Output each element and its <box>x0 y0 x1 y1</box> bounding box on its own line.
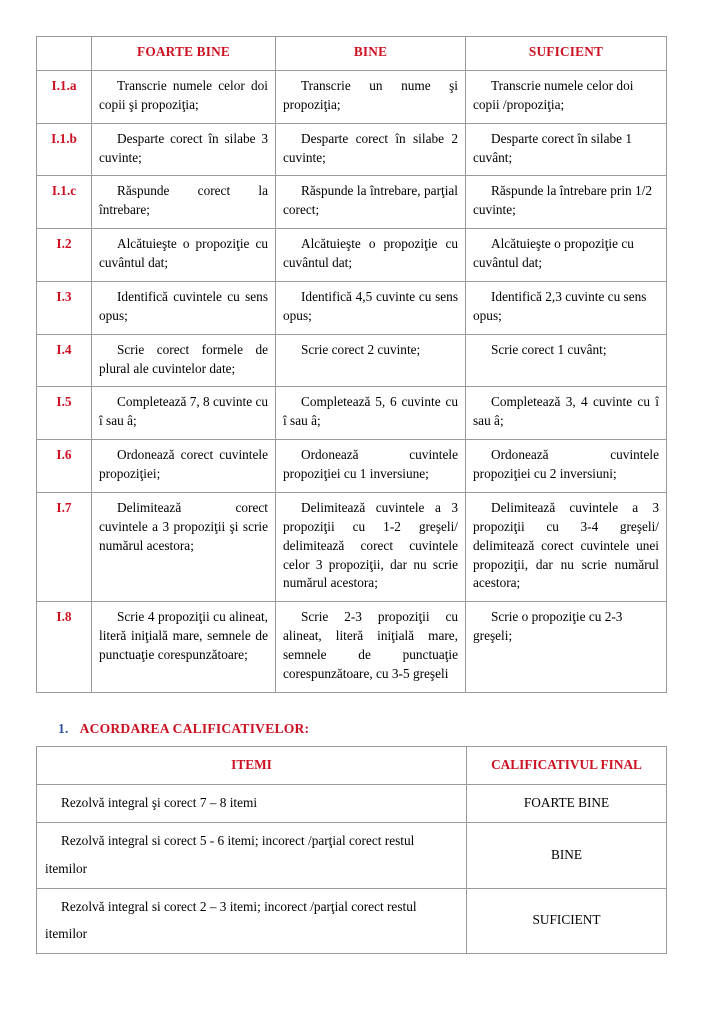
criteria-code: I.1.c <box>37 176 92 229</box>
criteria-desc-suficient: Alcătuieşte o propoziţie cu cuvântul dat; <box>466 229 667 282</box>
table-row <box>37 123 667 176</box>
criteria-desc-bine: Ordonează cuvintele propoziţiei cu 1 inversiune; <box>276 440 466 493</box>
criteria-code: I.4 <box>37 334 92 387</box>
criteria-desc-foarte-bine: Alcătuieşte o propoziţie cu cuvântul dat; <box>92 229 276 282</box>
criteria-desc-suficient: Desparte corect în silabe 1 cuvânt; <box>466 123 667 176</box>
criteria-desc-bine: Completează 5, 6 cuvinte cu î sau â; <box>276 387 466 440</box>
criteria-header-bine: BINE <box>276 37 466 71</box>
criteria-desc-bine: Alcătuieşte o propoziţie cu cuvântul dat; <box>276 229 466 282</box>
qualificative-header-itemi: ITEMI <box>37 746 467 784</box>
criteria-code: I.8 <box>37 602 92 693</box>
criteria-desc-bine: Desparte corect în silabe 2 cuvinte; <box>276 123 466 176</box>
criteria-header-suficient: SUFICIENT <box>466 37 667 71</box>
criteria-header-foarte-bine: FOARTE BINE <box>92 37 276 71</box>
criteria-desc-suficient: Completează 3, 4 cuvinte cu î sau â; <box>466 387 667 440</box>
criteria-desc-suficient: Scrie corect 1 cuvânt; <box>466 334 667 387</box>
criteria-desc-foarte-bine: Scrie corect formele de plural ale cuvintelor date; <box>92 334 276 387</box>
section-title: ACORDAREA CALIFICATIVELOR: <box>79 720 310 736</box>
criteria-desc-foarte-bine: Răspunde corect la întrebare; <box>92 176 276 229</box>
table-row <box>37 70 667 123</box>
criteria-header-row <box>37 37 667 71</box>
criteria-desc-foarte-bine: Ordonează corect cuvintele propoziţiei; <box>92 440 276 493</box>
qualificative-final: FOARTE BINE <box>467 785 667 823</box>
table-row <box>37 229 667 282</box>
criteria-desc-bine: Identifică 4,5 cuvinte cu sens opus; <box>276 281 466 334</box>
qualificative-header-row <box>37 746 667 784</box>
criteria-code: I.1.b <box>37 123 92 176</box>
table-row <box>37 334 667 387</box>
criteria-desc-foarte-bine: Desparte corect în silabe 3 cuvinte; <box>92 123 276 176</box>
criteria-desc-foarte-bine: Completează 7, 8 cuvinte cu î sau â; <box>92 387 276 440</box>
criteria-desc-bine: Delimitează cuvintele a 3 propoziţii cu 1-2 greşeli/ delimitează corect cuvintele celor 3 propoziţii, dar nu scrie numărul acestora; <box>276 492 466 601</box>
criteria-code: I.6 <box>37 440 92 493</box>
table-row <box>37 823 667 889</box>
qualificative-items: Rezolvă integral si corect 2 – 3 itemi; incorect /parţial corect restul itemilor <box>37 888 467 954</box>
qualificative-table <box>36 746 667 955</box>
qualificative-final: SUFICIENT <box>467 888 667 954</box>
criteria-desc-suficient: Răspunde la întrebare prin 1/2 cuvinte; <box>466 176 667 229</box>
table-row <box>37 387 667 440</box>
criteria-desc-suficient: Identifică 2,3 cuvinte cu sens opus; <box>466 281 667 334</box>
table-row <box>37 492 667 601</box>
section-number: 1. <box>58 720 69 736</box>
section-heading <box>36 721 666 737</box>
criteria-desc-foarte-bine: Delimitează corect cuvintele a 3 propoziţii şi scrie numărul acestora; <box>92 492 276 601</box>
table-row <box>37 602 667 693</box>
criteria-desc-foarte-bine: Transcrie numele celor doi copii şi propoziţia; <box>92 70 276 123</box>
criteria-code: I.7 <box>37 492 92 601</box>
criteria-code: I.3 <box>37 281 92 334</box>
criteria-code: I.2 <box>37 229 92 282</box>
criteria-desc-suficient: Delimitează cuvintele a 3 propoziţii cu 3-4 greşeli/ delimitează corect cuvintele unei propoziţii, dar nu scrie numărul acestora; <box>466 492 667 601</box>
criteria-desc-bine: Scrie corect 2 cuvinte; <box>276 334 466 387</box>
criteria-desc-suficient: Scrie o propoziţie cu 2-3 greşeli; <box>466 602 667 693</box>
criteria-desc-foarte-bine: Identifică cuvintele cu sens opus; <box>92 281 276 334</box>
table-row <box>37 176 667 229</box>
qualificative-items: Rezolvă integral şi corect 7 – 8 itemi <box>37 785 467 823</box>
criteria-desc-suficient: Transcrie numele celor doi copii /propoziţia; <box>466 70 667 123</box>
criteria-desc-foarte-bine: Scrie 4 propoziţii cu alineat, literă iniţială mare, semnele de punctuaţie corespunzătoare; <box>92 602 276 693</box>
criteria-code: I.5 <box>37 387 92 440</box>
qualificative-header-final: CALIFICATIVUL FINAL <box>467 746 667 784</box>
table-row <box>37 281 667 334</box>
table-row <box>37 888 667 954</box>
criteria-header-blank <box>37 37 92 71</box>
criteria-desc-bine: Răspunde la întrebare, parţial corect; <box>276 176 466 229</box>
qualificative-items: Rezolvă integral si corect 5 - 6 itemi; incorect /parţial corect restul itemilor <box>37 823 467 889</box>
criteria-code: I.1.a <box>37 70 92 123</box>
qualificative-final: BINE <box>467 823 667 889</box>
table-row <box>37 785 667 823</box>
criteria-desc-bine: Transcrie un nume şi propoziţia; <box>276 70 466 123</box>
criteria-desc-bine: Scrie 2-3 propoziţii cu alineat, literă iniţială mare, semnele de punctuaţie corespunzătoare, cu 3-5 greşeli <box>276 602 466 693</box>
criteria-desc-suficient: Ordonează cuvintele propoziţiei cu 2 inversiuni; <box>466 440 667 493</box>
table-row <box>37 440 667 493</box>
criteria-table <box>36 36 667 693</box>
